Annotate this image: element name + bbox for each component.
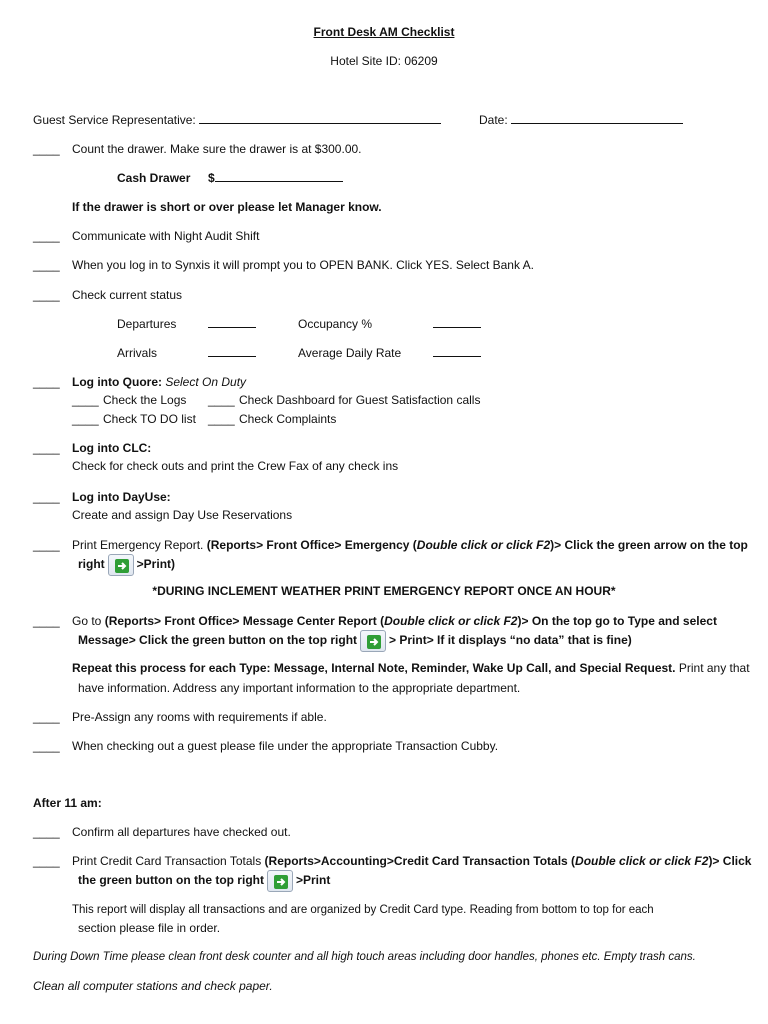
cash-amount-blank[interactable] <box>215 170 343 182</box>
rep-line <box>33 112 441 128</box>
credit-card-path: (Reports>Accounting>Credit Card Transaction Totals ( <box>264 854 576 868</box>
green-arrow-button[interactable] <box>267 870 293 892</box>
departures-blank[interactable] <box>208 316 256 328</box>
departures-field <box>208 316 256 332</box>
cash-drawer-field <box>208 170 343 186</box>
emergency-path-end: )> Click the green arrow on the top <box>550 538 748 552</box>
emergency-shortcut: Double click or click F2 <box>416 538 551 552</box>
adr-label: Average Daily Rate <box>298 346 402 360</box>
message-center-goto: Go to <box>72 614 102 628</box>
checkout-file-item: When checking out a guest please file under the appropriate Transaction Cubby. <box>72 739 499 753</box>
credit-card-text: Print Credit Card Transaction Totals <box>72 854 262 868</box>
check-blank[interactable]: ____ <box>72 393 99 407</box>
credit-card-print: >Print <box>295 873 331 887</box>
green-arrow-icon <box>274 875 288 889</box>
clean-stations-note: Clean all computer stations and check paper. <box>33 979 273 993</box>
credit-card-item <box>72 853 751 869</box>
check-blank[interactable]: ____ <box>33 142 60 156</box>
preassign-item: Pre-Assign any rooms with requirements if able. <box>72 710 327 724</box>
clc-label: Log into CLC: <box>72 441 152 455</box>
short-over-note: If the drawer is short or over please let Manager know. <box>72 200 382 214</box>
credit-card-path-end: )> Click <box>708 854 752 868</box>
hotel-site-id: Hotel Site ID: 06209 <box>330 54 438 68</box>
check-complaints-item: Check Complaints <box>239 412 337 426</box>
adr-field <box>433 345 481 361</box>
message-center-shortcut: Double click or click F2 <box>384 614 518 628</box>
check-blank[interactable]: ____ <box>33 441 60 455</box>
clc-detail: Check for check outs and print the Crew Fax of any check ins <box>72 459 399 473</box>
green-arrow-icon <box>367 635 381 649</box>
check-blank[interactable]: ____ <box>33 825 60 839</box>
repeat-print: Print any that <box>678 661 750 675</box>
green-arrow-icon <box>115 559 129 573</box>
check-blank[interactable]: ____ <box>33 288 60 302</box>
date-label: Date: <box>479 113 508 127</box>
quore-item <box>72 374 246 390</box>
check-blank[interactable]: ____ <box>33 854 60 868</box>
message-center-item <box>72 613 717 629</box>
emergency-item-cont <box>78 553 175 576</box>
check-blank[interactable]: ____ <box>33 538 60 552</box>
emergency-right: right <box>78 557 105 571</box>
date-line <box>479 112 683 128</box>
credit-card-step: the green button on the top right <box>78 873 264 887</box>
emergency-path: (Reports> Front Office> Emergency ( <box>206 538 417 552</box>
arrivals-field <box>208 345 256 361</box>
check-blank[interactable]: ____ <box>72 412 99 426</box>
repeat-note <box>72 660 750 676</box>
repeat-note-cont: have information. Address any important information to the appropriate department. <box>78 681 521 695</box>
message-center-path-end: )> On the top go to Type and select <box>517 614 717 628</box>
check-logs-item: Check the Logs <box>103 393 187 407</box>
check-status-item: Check current status <box>72 288 183 302</box>
document-title: Front Desk AM Checklist <box>313 25 455 39</box>
repeat-types: Repeat this process for each Type: Message, Internal Note, Reminder, Wake Up Call, and Special Request. <box>72 661 676 675</box>
occupancy-label: Occupancy % <box>298 317 373 331</box>
emergency-print: >Print) <box>136 557 176 571</box>
check-todo-item: Check TO DO list <box>103 412 196 426</box>
after-11-heading: After 11 am: <box>33 796 102 810</box>
synxis-item: When you log in to Synxis it will prompt you to OPEN BANK. Click YES. Select Bank A. <box>72 258 534 272</box>
adr-blank[interactable] <box>433 345 481 357</box>
check-blank[interactable]: ____ <box>33 258 60 272</box>
confirm-departures-item: Confirm all departures have checked out. <box>72 825 291 839</box>
departures-label: Departures <box>117 317 177 331</box>
dayuse-label: Log into DayUse: <box>72 490 171 504</box>
message-center-step: Message> Click the green button on the top right <box>78 633 358 647</box>
report-note: This report will display all transactions and are organized by Credit Card type. Reading from bottom to top for each <box>72 904 654 916</box>
rep-blank[interactable] <box>199 112 441 124</box>
check-blank[interactable]: ____ <box>208 412 235 426</box>
emergency-item <box>72 537 748 553</box>
downtime-note: During Down Time please clean front desk counter and all high touch areas including door handles, phones etc. Empty trash cans. <box>33 951 696 963</box>
occupancy-blank[interactable] <box>433 316 481 328</box>
check-blank[interactable]: ____ <box>33 375 60 389</box>
date-blank[interactable] <box>511 112 683 124</box>
green-arrow-button[interactable] <box>360 630 386 652</box>
check-blank[interactable]: ____ <box>33 710 60 724</box>
check-dashboard-item: Check Dashboard for Guest Satisfaction calls <box>239 393 481 407</box>
check-blank[interactable]: ____ <box>208 393 235 407</box>
night-audit-item: Communicate with Night Audit Shift <box>72 229 260 243</box>
message-center-cont <box>78 629 632 652</box>
quore-select: Select On Duty <box>165 375 247 389</box>
dayuse-detail: Create and assign Day Use Reservations <box>72 508 293 522</box>
emergency-text: Print Emergency Report. <box>72 538 204 552</box>
check-blank[interactable]: ____ <box>33 739 60 753</box>
dollar-sign: $ <box>208 171 215 185</box>
credit-card-cont <box>78 869 330 892</box>
message-center-path: (Reports> Front Office> Message Center Report ( <box>104 614 385 628</box>
message-center-print: > Print> If it displays “no data” that is fine) <box>389 633 632 647</box>
arrivals-label: Arrivals <box>117 346 158 360</box>
credit-card-shortcut: Double click or click F2 <box>575 854 709 868</box>
check-blank[interactable]: ____ <box>33 490 60 504</box>
arrivals-blank[interactable] <box>208 345 256 357</box>
quore-label: Log into Quore: <box>72 375 162 389</box>
rep-label: Guest Service Representative: <box>33 113 196 127</box>
inclement-note: *DURING INCLEMENT WEATHER PRINT EMERGENCY REPORT ONCE AN HOUR* <box>152 584 616 598</box>
occupancy-field <box>433 316 481 332</box>
report-note-cont: section please file in order. <box>78 921 221 935</box>
cash-drawer-label: Cash Drawer <box>117 171 191 185</box>
green-arrow-button[interactable] <box>108 554 134 576</box>
count-drawer-item: Count the drawer. Make sure the drawer is at $300.00. <box>72 142 362 156</box>
check-blank[interactable]: ____ <box>33 229 60 243</box>
check-blank[interactable]: ____ <box>33 614 60 628</box>
